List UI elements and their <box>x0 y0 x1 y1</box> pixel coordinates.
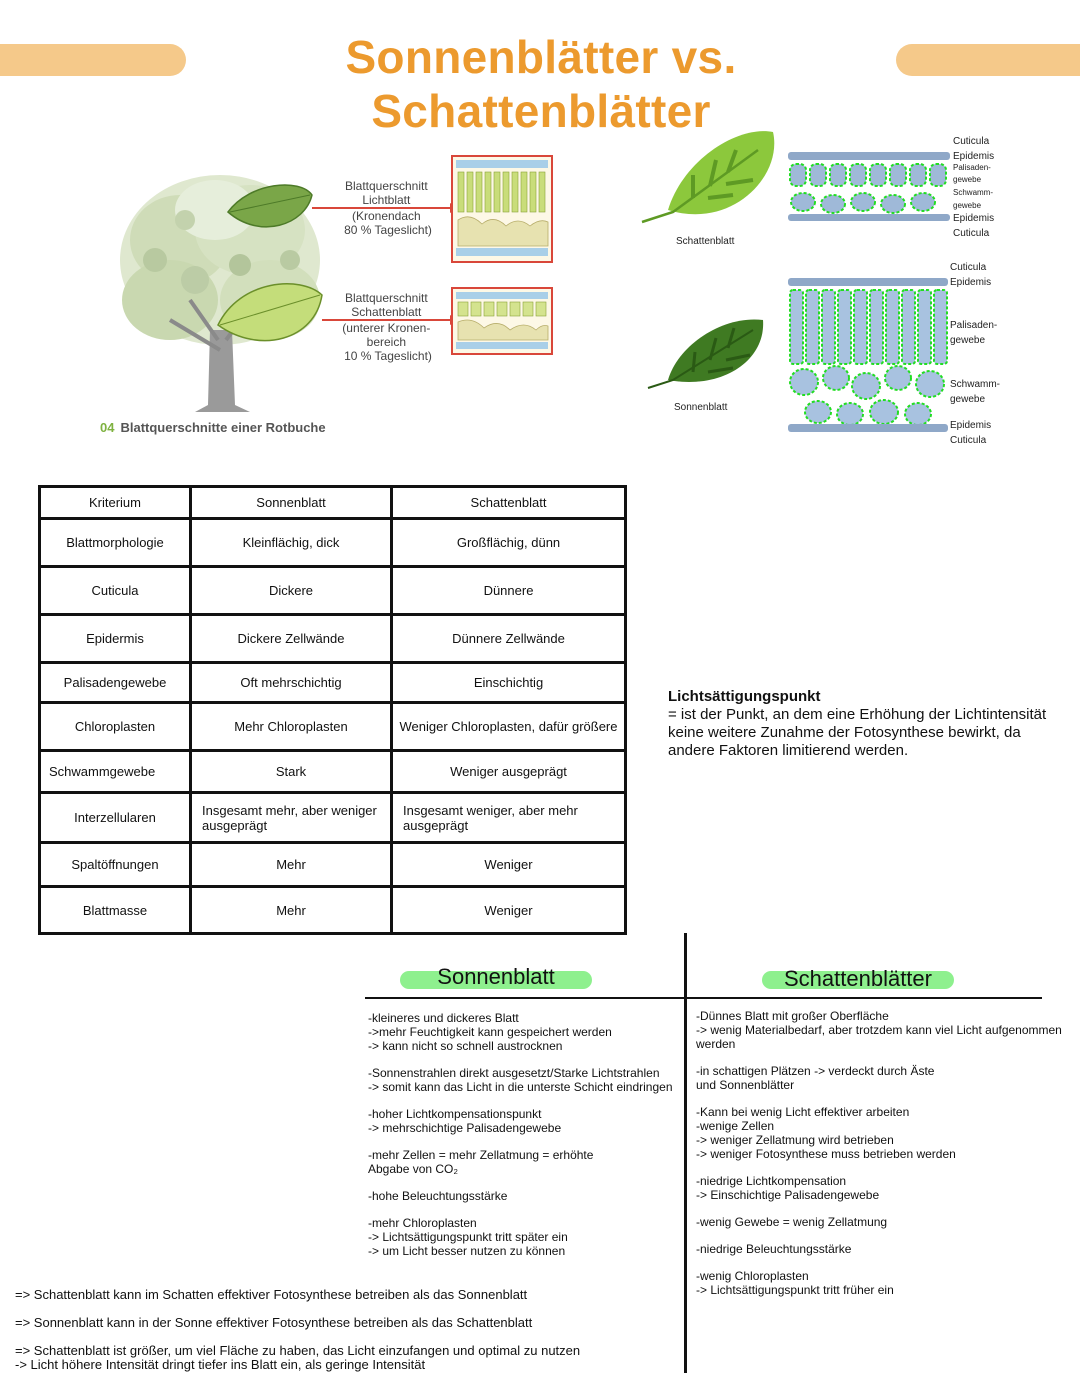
list-item: -> weniger Zellatmung wird betrieben <box>696 1133 894 1147</box>
table-cell: Insgesamt mehr, aber weniger ausgeprägt <box>191 793 392 843</box>
shade-label-line: Blattquerschnitt <box>344 291 428 305</box>
shade-layer-label: gewebe <box>953 201 982 210</box>
sun-label-line: Blattquerschnitt <box>344 179 428 193</box>
list-group <box>696 1174 1076 1202</box>
sun-layer-label: gewebe <box>950 335 986 346</box>
list-item: werden <box>696 1037 736 1051</box>
table-cell: Weniger Chloroplasten, dafür größere <box>392 703 626 751</box>
list-item: -mehr Zellen = mehr Zellatmung = erhöhte <box>368 1148 594 1162</box>
table-cell: Weniger <box>392 887 626 934</box>
list-item: -> somit kann das Licht in die unterste Schicht eindringen <box>368 1080 673 1094</box>
title-bar-left <box>0 44 186 76</box>
sun-layer-label: Cuticula <box>950 435 987 446</box>
table-cell: Mehr <box>191 887 392 934</box>
list-item: -> Lichtsättigungspunkt tritt später ein <box>368 1230 568 1244</box>
table-cell: Mehr <box>191 843 392 887</box>
sun-leaf-label: Sonnenblatt <box>674 402 728 413</box>
tree-cross-section-figure <box>100 150 570 450</box>
list-item: -mehr Chloroplasten <box>368 1216 477 1230</box>
list-item: -in schattigen Plätzen -> verdeckt durch Äste <box>696 1064 935 1078</box>
list-item: Abgabe von CO₂ <box>368 1162 459 1176</box>
sun-column-list <box>368 1011 680 1271</box>
list-group <box>696 1064 1076 1092</box>
table-header-cell: Kriterium <box>40 487 191 519</box>
list-item: -niedrige Beleuchtungsstärke <box>696 1242 852 1256</box>
svg-text:Cuticula Epidemis <box>953 136 994 162</box>
table-header-cell: Sonnenblatt <box>191 487 392 519</box>
list-item: -Sonnenstrahlen direkt ausgesetzt/Starke Lichtstrahlen <box>368 1066 660 1080</box>
shade-layer-label: Epidemis <box>953 213 995 224</box>
page-title: Sonnenblätter vs. Schattenblätter <box>345 31 737 137</box>
shade-column-list <box>696 1009 1076 1310</box>
svg-text:Cuticula Epidemis Pali <box>950 262 1003 446</box>
conclusion-line: => Schattenblatt ist größer, um viel Fläche zu haben, das Licht einzufangen und optimal zu nutzen <box>15 1343 581 1358</box>
table-cell: Stark <box>191 751 392 793</box>
sun-layer-label: Cuticula <box>950 262 987 273</box>
table-cell: Chloroplasten <box>40 703 191 751</box>
table-header-cell: Schattenblatt <box>392 487 626 519</box>
table-row <box>40 567 626 615</box>
table-cell: Dünnere Zellwände <box>392 615 626 663</box>
figure-caption-text: Blattquerschnitte einer Rotbuche <box>120 420 326 435</box>
shade-label-line: (unterer Kronen- <box>342 321 431 335</box>
sun-layer-label: gewebe <box>950 394 986 405</box>
list-item: -hoher Lichtkompensationspunkt <box>368 1107 542 1121</box>
table-row <box>40 615 626 663</box>
table-cell: Weniger ausgeprägt <box>392 751 626 793</box>
list-group <box>696 1269 1076 1297</box>
table-cell: Weniger <box>392 843 626 887</box>
list-item: -Dünnes Blatt mit großer Oberfläche <box>696 1009 889 1023</box>
shade-leaf-label: Schattenblatt <box>676 236 735 247</box>
table-cell: Mehr Chloroplasten <box>191 703 392 751</box>
shade-layer-label: Epidemis <box>953 151 995 162</box>
svg-text:Blattquerschnitt Schattenb <box>342 291 433 363</box>
list-item: -> um Licht besser nutzen zu können <box>368 1244 566 1258</box>
list-group <box>696 1215 1076 1229</box>
definition-text: = ist der Punkt, an dem eine Erhöhung der Lichtintensität keine weitere Zunahme der Fotosynthese bewirkt, da andere Faktoren limitierend werden. <box>668 706 1047 759</box>
shade-layer-label: Cuticula <box>953 136 990 147</box>
conclusion-line: -> Licht höhere Intensität dringt tiefer ins Blatt ein, als geringe Intensität <box>15 1357 426 1372</box>
table-cell: Blattmorphologie <box>40 519 191 567</box>
table-cell: Einschichtig <box>392 663 626 703</box>
criteria-table <box>38 485 627 935</box>
divider-vertical <box>684 933 687 1373</box>
list-item: -wenige Zellen <box>696 1119 775 1133</box>
table-row <box>40 663 626 703</box>
list-group <box>368 1216 680 1258</box>
list-item: und Sonnenblätter <box>696 1078 795 1092</box>
figure-caption <box>100 420 326 435</box>
list-item: -> Einschichtige Palisadengewebe <box>696 1188 880 1202</box>
list-group <box>696 1009 1076 1051</box>
list-item: -> weniger Fotosynthese muss betrieben werden <box>696 1147 956 1161</box>
list-item: -kleineres und dickeres Blatt <box>368 1011 519 1025</box>
table-cell: Blattmasse <box>40 887 191 934</box>
table-cell: Cuticula <box>40 567 191 615</box>
svg-text:Palisaden- gewebe Schw <box>953 163 995 210</box>
table-cell: Großflächig, dünn <box>392 519 626 567</box>
shade-layer-label: Palisaden- <box>953 163 991 172</box>
table-header-row <box>40 487 626 519</box>
list-item: -> Lichtsättigungspunkt tritt früher ein <box>696 1283 894 1297</box>
shade-cell-diagram <box>788 152 950 221</box>
sun-layer-label: Palisaden- <box>950 320 998 331</box>
sun-cell-diagram <box>788 278 948 432</box>
sun-layer-label: Epidemis <box>950 277 992 288</box>
shade-leaf-cross-section <box>452 288 552 354</box>
table-cell: Spaltöffnungen <box>40 843 191 887</box>
list-group <box>368 1011 680 1053</box>
shade-label-line: 10 % Tageslicht) <box>344 349 432 363</box>
table-row <box>40 703 626 751</box>
shade-layer-label: Cuticula <box>953 228 990 239</box>
table-cell: Insgesamt weniger, aber mehr ausgeprägt <box>392 793 626 843</box>
list-item: -> mehrschichtige Palisadengewebe <box>368 1121 562 1135</box>
list-item: -> wenig Materialbedarf, aber trotzdem kann viel Licht aufgenommen <box>696 1023 1062 1037</box>
table-cell: Kleinflächig, dick <box>191 519 392 567</box>
divider-horizontal <box>365 997 1042 999</box>
list-group <box>696 1105 1076 1161</box>
list-group <box>368 1107 680 1135</box>
shade-leaf-illustration <box>642 131 774 222</box>
table-row <box>40 887 626 934</box>
table-cell: Interzellularen <box>40 793 191 843</box>
definition-block <box>668 688 1063 760</box>
table-row <box>40 519 626 567</box>
list-group <box>368 1066 680 1094</box>
sun-label-line: Lichtblatt <box>362 193 411 207</box>
list-item: -> kann nicht so schnell austrocknen <box>368 1039 563 1053</box>
shade-layer-label: Schwamm- <box>953 188 994 197</box>
list-item: -niedrige Lichtkompensation <box>696 1174 847 1188</box>
list-group <box>368 1148 680 1176</box>
list-group <box>696 1242 1076 1256</box>
figure-number: 04 <box>100 420 115 435</box>
leaf-structure-figure <box>638 120 1058 455</box>
shade-label-line: Schattenblatt <box>351 305 422 319</box>
table-cell: Dickere <box>191 567 392 615</box>
table-cell: Dünnere <box>392 567 626 615</box>
list-item: -hohe Beleuchtungsstärke <box>368 1189 508 1203</box>
table-cell: Palisadengewebe <box>40 663 191 703</box>
definition-term: Lichtsättigungspunkt <box>668 688 821 705</box>
table-cell: Epidermis <box>40 615 191 663</box>
title-bar-right <box>896 44 1080 76</box>
table-row <box>40 843 626 887</box>
table-row <box>40 793 626 843</box>
sun-leaf-illustration <box>648 319 763 388</box>
table-cell: Oft mehrschichtig <box>191 663 392 703</box>
conclusion-line: => Sonnenblatt kann in der Sonne effektiver Fotosynthese betreiben als das Schattenblatt <box>15 1315 533 1330</box>
list-group <box>368 1189 680 1203</box>
table-row <box>40 751 626 793</box>
sun-label-line: 80 % Tageslicht) <box>344 223 432 237</box>
sun-column-heading: Sonnenblatt <box>437 964 555 989</box>
list-item: -wenig Chloroplasten <box>696 1269 809 1283</box>
shade-column-heading: Schattenblätter <box>784 966 932 991</box>
list-item: ->mehr Feuchtigkeit kann gespeichert werden <box>368 1025 612 1039</box>
table-cell: Schwammgewebe <box>40 751 191 793</box>
sun-layer-label: Epidemis <box>950 420 992 431</box>
sun-label-line: (Kronendach <box>351 209 421 223</box>
table-cell: Dickere Zellwände <box>191 615 392 663</box>
shade-label-line: bereich <box>366 335 407 349</box>
shade-layer-label: gewebe <box>953 175 982 184</box>
list-item: -Kann bei wenig Licht effektiver arbeiten <box>696 1105 910 1119</box>
svg-text:Epidemis Cuticula <box>953 213 997 239</box>
sun-layer-label: Schwamm- <box>950 379 1001 390</box>
list-item: -wenig Gewebe = wenig Zellatmung <box>696 1215 888 1229</box>
sun-leaf-cross-section <box>452 156 552 262</box>
conclusion-line: => Schattenblatt kann im Schatten effektiver Fotosynthese betreiben als das Sonnenblatt <box>15 1287 528 1302</box>
